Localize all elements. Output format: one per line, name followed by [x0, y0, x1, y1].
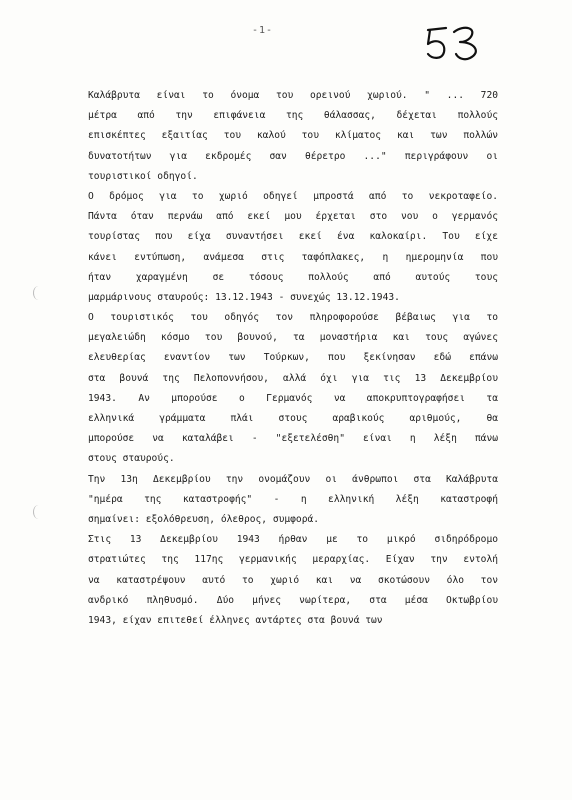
text-line: μεγαλειώδη κόσμο του βουνού, τα μοναστήρια και τους αγώνες [88, 332, 498, 344]
body-text [88, 86, 498, 631]
text-line: ανδρικό πληθυσμό. Δύο μήνες νωρίτερα, στα μέσα Οκτωβρίου [88, 594, 498, 606]
text-line: Ο τουριστικός του οδηγός τον πληροφορούσε βέβαιως για το [88, 312, 498, 324]
text-line: να καταστρέψουν αυτό το χωριό και να σκοτώσουν όλο τον [88, 574, 498, 586]
text-line: ήταν χαραγμένη σε τόσους πολλούς από αυτούς τους [88, 271, 498, 283]
text-line: ελληνικά γράμματα πλάι στους αραβικούς αριθμούς, θα [88, 413, 498, 424]
text-line: ελευθερίας εναντίον των Τούρκων, που ξεκίνησαν εδώ επάνω [88, 352, 498, 364]
text-line: μπορούσε να καταλάβει - "εξετελέσθη" είναι η λέξη πάνω [88, 433, 498, 445]
text-line: Ο δρόμος για το χωριό οδηγεί μπροστά από το νεκροταφείο. [88, 190, 498, 202]
text-line: σημαίνει: εξολόθρευση, όλεθρος, συμφορά. [88, 513, 320, 525]
text-line: Την 13η Δεκεμβρίου την ονομάζουν οι άνθρωποι στα Καλάβρυτα [88, 473, 498, 485]
text-line: 1943. Αν μπορούσε ο Γερμανός να αποκρυπτογραφήσει τα [88, 392, 498, 404]
punch-hole-mark [33, 286, 44, 300]
text-line: "ημέρα της καταστροφής" - η ελληνική λέξη καταστροφή [88, 493, 498, 505]
text-line: στα βουνά της Πελοποννήσου, αλλά όχι για τις 13 Δεκεμβρίου [88, 372, 498, 384]
text-line: τουριστικοί οδηγοί. [88, 170, 198, 182]
text-line: τουρίστας που είχα συναντήσει εκεί ένα καλοκαίρι. Του είχε [88, 231, 498, 243]
text-line: δυνατοτήτων για εκδρομές σαν θέρετρο ..." περιγράφουν οι [88, 150, 498, 162]
page-number: -1- [252, 25, 274, 36]
text-line: Καλάβρυτα είναι το όνομα του ορεινού χωριού. " ... 720 [88, 90, 498, 101]
text-line: μαρμάρινους σταυρούς: 13.12.1943 - συνεχώς 13.12.1943. [88, 291, 400, 303]
text-line: 1943, είχαν επιτεθεί έλληνες αντάρτες στα βουνά των [88, 614, 383, 626]
text-line: επισκέπτες εξαιτίας του καλού του κλίματος και των πολλών [88, 130, 498, 142]
text-line: κάνει εντύπωση, ανάμεσα στις ταφόπλακες, η ημερομηνία που [88, 251, 498, 263]
punch-hole-mark [33, 505, 44, 519]
text-line: Πάντα όταν περνάω από εκεί μου έρχεται στο νου ο γερμανός [88, 211, 498, 223]
text-line: στους σταυρούς. [88, 453, 175, 465]
text-line: Στις 13 Δεκεμβρίου 1943 ήρθαν με το μικρό σιδηρόδρομο [88, 534, 498, 546]
handwritten-page-mark [424, 22, 486, 62]
text-line: μέτρα από την επιφάνεια της θάλασσας, δέχεται πολλούς [88, 110, 498, 122]
text-line: στρατιώτες της 117ης γερμανικής μεραρχίας. Είχαν την εντολή [88, 554, 498, 566]
